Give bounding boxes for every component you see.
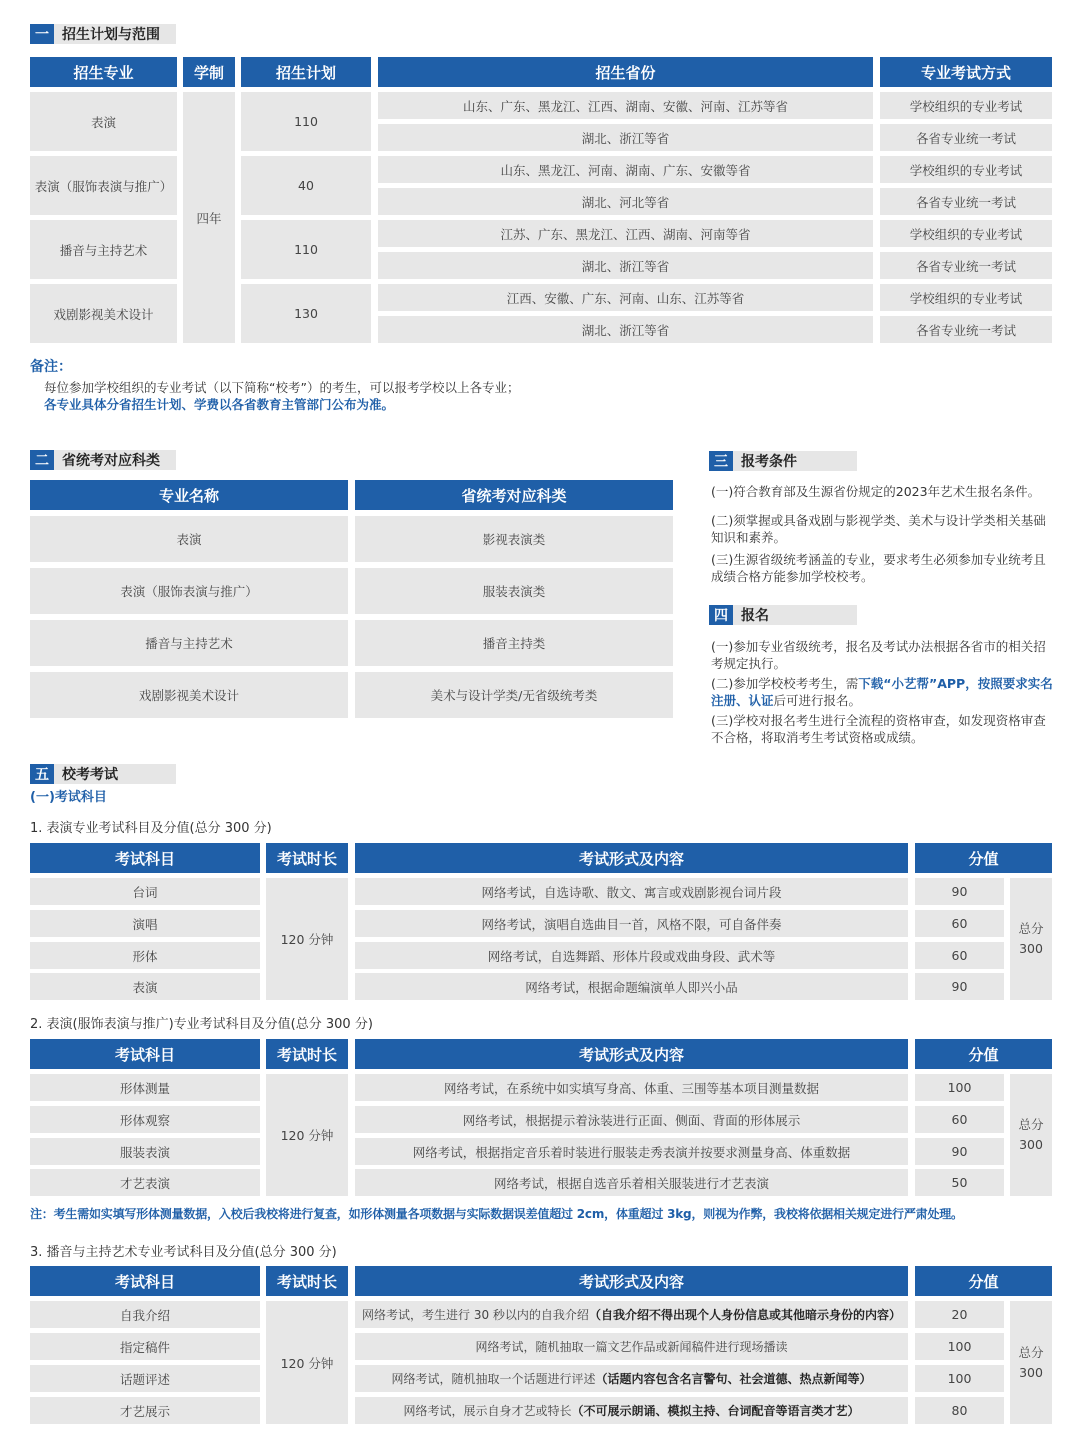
t2-header-score: 分值 [915, 1039, 1052, 1069]
t1-total-cell [1010, 878, 1052, 1000]
s4-item2-start: (二)参加学校校考考生，需 [711, 676, 859, 691]
s1-province-cell: 湖北、浙江等省 [378, 316, 873, 343]
t3-header-score: 分值 [915, 1266, 1052, 1296]
s2-header-category: 省统考对应科类 [355, 480, 673, 510]
t2-score-cell: 50 [915, 1169, 1004, 1196]
s1-header-method: 专业考试方式 [880, 57, 1052, 87]
s1-major-name: 表演（服饰表演与推广） [30, 156, 177, 215]
t3-content-bold: （不可展示朗诵、模拟主持、台词配音等语言类才艺） [571, 1404, 860, 1418]
t2-total-cell [1010, 1074, 1052, 1196]
t1-total-value: 300 [1019, 941, 1043, 956]
section3-title: 报考条件 [741, 454, 797, 470]
s2-category-cell: 影视表演类 [355, 516, 673, 562]
t1-content-cell: 网络考试，自选舞蹈、形体片段或戏曲身段、武术等 [355, 942, 908, 969]
s1-province-cell: 湖北、浙江等省 [378, 124, 873, 151]
t2-content-cell: 网络考试，根据自选音乐着相关服装进行才艺表演 [355, 1169, 908, 1196]
t1-header-duration: 考试时长 [266, 843, 348, 873]
s1-province-cell: 山东、广东、黑龙江、江西、湖南、安徽、河南、江苏等省 [378, 92, 873, 119]
s1-method-cell: 各省专业统一考试 [880, 252, 1052, 279]
s4-item2-end: 后可进行报名。 [773, 693, 862, 708]
t3-subject-cell: 自我介绍 [30, 1301, 260, 1328]
t3-subject-cell: 指定稿件 [30, 1333, 260, 1360]
t1-score-cell: 90 [915, 973, 1004, 1000]
s4-item: (一)参加专业省级统考，报名及考试办法根据各省市的相关招考规定执行。 [711, 639, 1046, 671]
t1-score-cell: 90 [915, 878, 1004, 905]
t2-subject-cell: 服装表演 [30, 1138, 260, 1165]
t2-header-subject: 考试科目 [30, 1039, 260, 1069]
t3-content-bold: （话题内容包含名言警句、社会道德、热点新闻等） [595, 1372, 872, 1386]
t1-subject-cell: 表演 [30, 973, 260, 1000]
t1-header-score: 分值 [915, 843, 1052, 873]
s1-major-plan: 110 [241, 92, 371, 151]
t1-header-content: 考试形式及内容 [355, 843, 908, 873]
t3-subject-cell: 才艺展示 [30, 1397, 260, 1424]
s1-method-cell: 学校组织的专业考试 [880, 156, 1052, 183]
t1-total-label: 总分 [1018, 921, 1044, 936]
s1-header-major: 招生专业 [30, 57, 177, 87]
section5-number: 五 [30, 764, 54, 784]
t3-content-cell [355, 1333, 908, 1360]
section2-header [30, 450, 176, 470]
t3-total-label: 总分 [1018, 1344, 1044, 1360]
s1-province-cell: 山东、黑龙江、河南、湖南、广东、安徽等省 [378, 156, 873, 183]
t3-content-text: 网络考试，考生进行 30 秒以内的自我介绍 [362, 1308, 589, 1322]
s1-major-plan: 110 [241, 220, 371, 279]
t3-caption: 3. 播音与主持艺术专业考试科目及分值(总分 300 分) [30, 1245, 337, 1260]
section1-title: 招生计划与范围 [62, 27, 160, 43]
s1-note-line1: 每位参加学校组织的专业考试（以下简称“校考”）的考生，可以报考学校以上各专业； [44, 380, 520, 395]
s1-method-cell: 学校组织的专业考试 [880, 92, 1052, 119]
t3-score-cell: 100 [915, 1333, 1004, 1360]
t2-note: 注：考生需如实填写形体测量数据，入校后我校将进行复查，如形体测量各项数据与实际数据误差值超过 2cm，体重超过 3kg，则视为作弊，我校将依据相关规定进行严肃处理。 [30, 1207, 963, 1221]
t2-subject-cell: 形体测量 [30, 1074, 260, 1101]
t3-total-value: 300 [1019, 1364, 1043, 1380]
s1-note-label: 备注： [30, 359, 72, 375]
s1-method-cell: 学校组织的专业考试 [880, 284, 1052, 311]
s2-major-cell: 戏剧影视美术设计 [30, 672, 348, 718]
t3-content-cell [355, 1397, 908, 1424]
t2-score-cell: 60 [915, 1106, 1004, 1133]
t1-subject-cell: 台词 [30, 878, 260, 905]
t2-score-cell: 90 [915, 1138, 1004, 1165]
s4-item2-highlight: 下载“小艺帮”APP，按照要求实名注册、认证 [711, 676, 1053, 708]
t2-total-label: 总分 [1018, 1117, 1044, 1132]
section1-number: 一 [30, 24, 54, 44]
t2-subject-cell: 形体观察 [30, 1106, 260, 1133]
t1-score-cell: 60 [915, 910, 1004, 937]
s2-major-cell: 播音与主持艺术 [30, 620, 348, 666]
section2-number: 二 [30, 450, 54, 470]
t1-content-cell: 网络考试，自选诗歌、散文、寓言或戏剧影视台词片段 [355, 878, 908, 905]
s1-duration-cell: 四年 [183, 92, 235, 343]
s1-header-duration: 学制 [183, 57, 235, 87]
t3-subject-cell: 话题评述 [30, 1365, 260, 1392]
t3-score-cell: 100 [915, 1365, 1004, 1392]
t3-content-cell [355, 1301, 908, 1328]
t2-content-cell: 网络考试，根据提示着泳装进行正面、侧面、背面的形体展示 [355, 1106, 908, 1133]
s2-category-cell: 播音主持类 [355, 620, 673, 666]
section5-title: 校考考试 [62, 767, 118, 783]
section2-title: 省统考对应科类 [62, 453, 160, 469]
t2-subject-cell: 才艺表演 [30, 1169, 260, 1196]
section3-number: 三 [709, 451, 733, 471]
s1-major-name: 戏剧影视美术设计 [30, 284, 177, 343]
s1-major-plan: 130 [241, 284, 371, 343]
s3-item: (一)符合教育部及生源省份规定的2023年艺术生报名条件。 [711, 484, 1041, 499]
s1-major-name: 表演 [30, 92, 177, 151]
t3-content-text: 网络考试，随机抽取一篇文艺作品或新闻稿件进行现场播读 [475, 1340, 788, 1354]
s1-method-cell: 各省专业统一考试 [880, 188, 1052, 215]
t2-total-value: 300 [1019, 1137, 1043, 1152]
s1-province-cell: 湖北、河北等省 [378, 188, 873, 215]
section4-title: 报名 [741, 608, 769, 624]
t2-content-cell: 网络考试，在系统中如实填写身高、体重、三围等基本项目测量数据 [355, 1074, 908, 1101]
t2-header-duration: 考试时长 [266, 1039, 348, 1069]
t1-caption: 1. 表演专业考试科目及分值(总分 300 分) [30, 821, 272, 836]
t3-header-subject: 考试科目 [30, 1266, 260, 1296]
s4-item: (三)学校对报名考生进行全流程的资格审查，如发现资格审查不合格，将取消考生考试资格或成绩。 [711, 713, 1046, 745]
s1-province-cell: 江苏、广东、黑龙江、江西、湖南、河南等省 [378, 220, 873, 247]
s1-major-plan: 40 [241, 156, 371, 215]
section5-header [30, 764, 176, 784]
s1-note-line2: 各专业具体分省招生计划、学费以各省教育主管部门公布为准。 [44, 397, 395, 412]
s1-province-cell: 江西、安徽、广东、河南、山东、江苏等省 [378, 284, 873, 311]
s1-province-cell: 湖北、浙江等省 [378, 252, 873, 279]
t1-content-cell: 网络考试，根据命题编演单人即兴小品 [355, 973, 908, 1000]
section4-header [709, 605, 857, 625]
s2-category-cell: 美术与设计学类/无省级统考类 [355, 672, 673, 718]
s2-major-cell: 表演 [30, 516, 348, 562]
t3-content-cell [355, 1365, 908, 1392]
t2-content-cell: 网络考试，根据指定音乐着时装进行服装走秀表演并按要求测量身高、体重数据 [355, 1138, 908, 1165]
t3-score-cell: 80 [915, 1397, 1004, 1424]
t1-subject-cell: 形体 [30, 942, 260, 969]
t2-caption: 2. 表演(服饰表演与推广)专业考试科目及分值(总分 300 分) [30, 1017, 373, 1032]
section3-header [709, 451, 857, 471]
s5-subtitle: (一)考试科目 [30, 790, 107, 805]
t1-score-cell: 60 [915, 942, 1004, 969]
t3-score-cell: 20 [915, 1301, 1004, 1328]
s1-header-province: 招生省份 [378, 57, 873, 87]
t2-header-content: 考试形式及内容 [355, 1039, 908, 1069]
t3-header-content: 考试形式及内容 [355, 1266, 908, 1296]
s1-major-name: 播音与主持艺术 [30, 220, 177, 279]
t1-subject-cell: 演唱 [30, 910, 260, 937]
s2-header-major: 专业名称 [30, 480, 348, 510]
t3-content-bold: （自我介绍不得出现个人身份信息或其他暗示身份的内容） [588, 1308, 901, 1322]
t3-header-duration: 考试时长 [266, 1266, 348, 1296]
t1-content-cell: 网络考试，演唱自选曲目一首，风格不限，可自备伴奏 [355, 910, 908, 937]
t3-content-text: 网络考试，随机抽取一个话题进行评述 [391, 1372, 596, 1386]
s4-item [711, 675, 1056, 709]
t1-header-subject: 考试科目 [30, 843, 260, 873]
s1-method-cell: 各省专业统一考试 [880, 316, 1052, 343]
s1-method-cell: 各省专业统一考试 [880, 124, 1052, 151]
s3-item: (三)生源省级统考涵盖的专业，要求考生必须参加专业统考且成绩合格方能参加学校校考。 [711, 552, 1046, 584]
s1-method-cell: 学校组织的专业考试 [880, 220, 1052, 247]
s2-category-cell: 服装表演类 [355, 568, 673, 614]
t3-duration-cell: 120 分钟 [266, 1301, 348, 1424]
t1-duration-cell: 120 分钟 [266, 878, 348, 1000]
t2-duration-cell: 120 分钟 [266, 1074, 348, 1196]
t3-total-cell [1010, 1301, 1052, 1424]
t2-score-cell: 100 [915, 1074, 1004, 1101]
t3-content-text: 网络考试，展示自身才艺或特长 [403, 1404, 572, 1418]
s2-major-cell: 表演（服饰表演与推广） [30, 568, 348, 614]
section1-header [30, 24, 176, 44]
s1-header-plan: 招生计划 [241, 57, 371, 87]
s3-item: (二)须掌握或具备戏剧与影视学类、美术与设计学类相关基础知识和素养。 [711, 513, 1046, 545]
section4-number: 四 [709, 605, 733, 625]
